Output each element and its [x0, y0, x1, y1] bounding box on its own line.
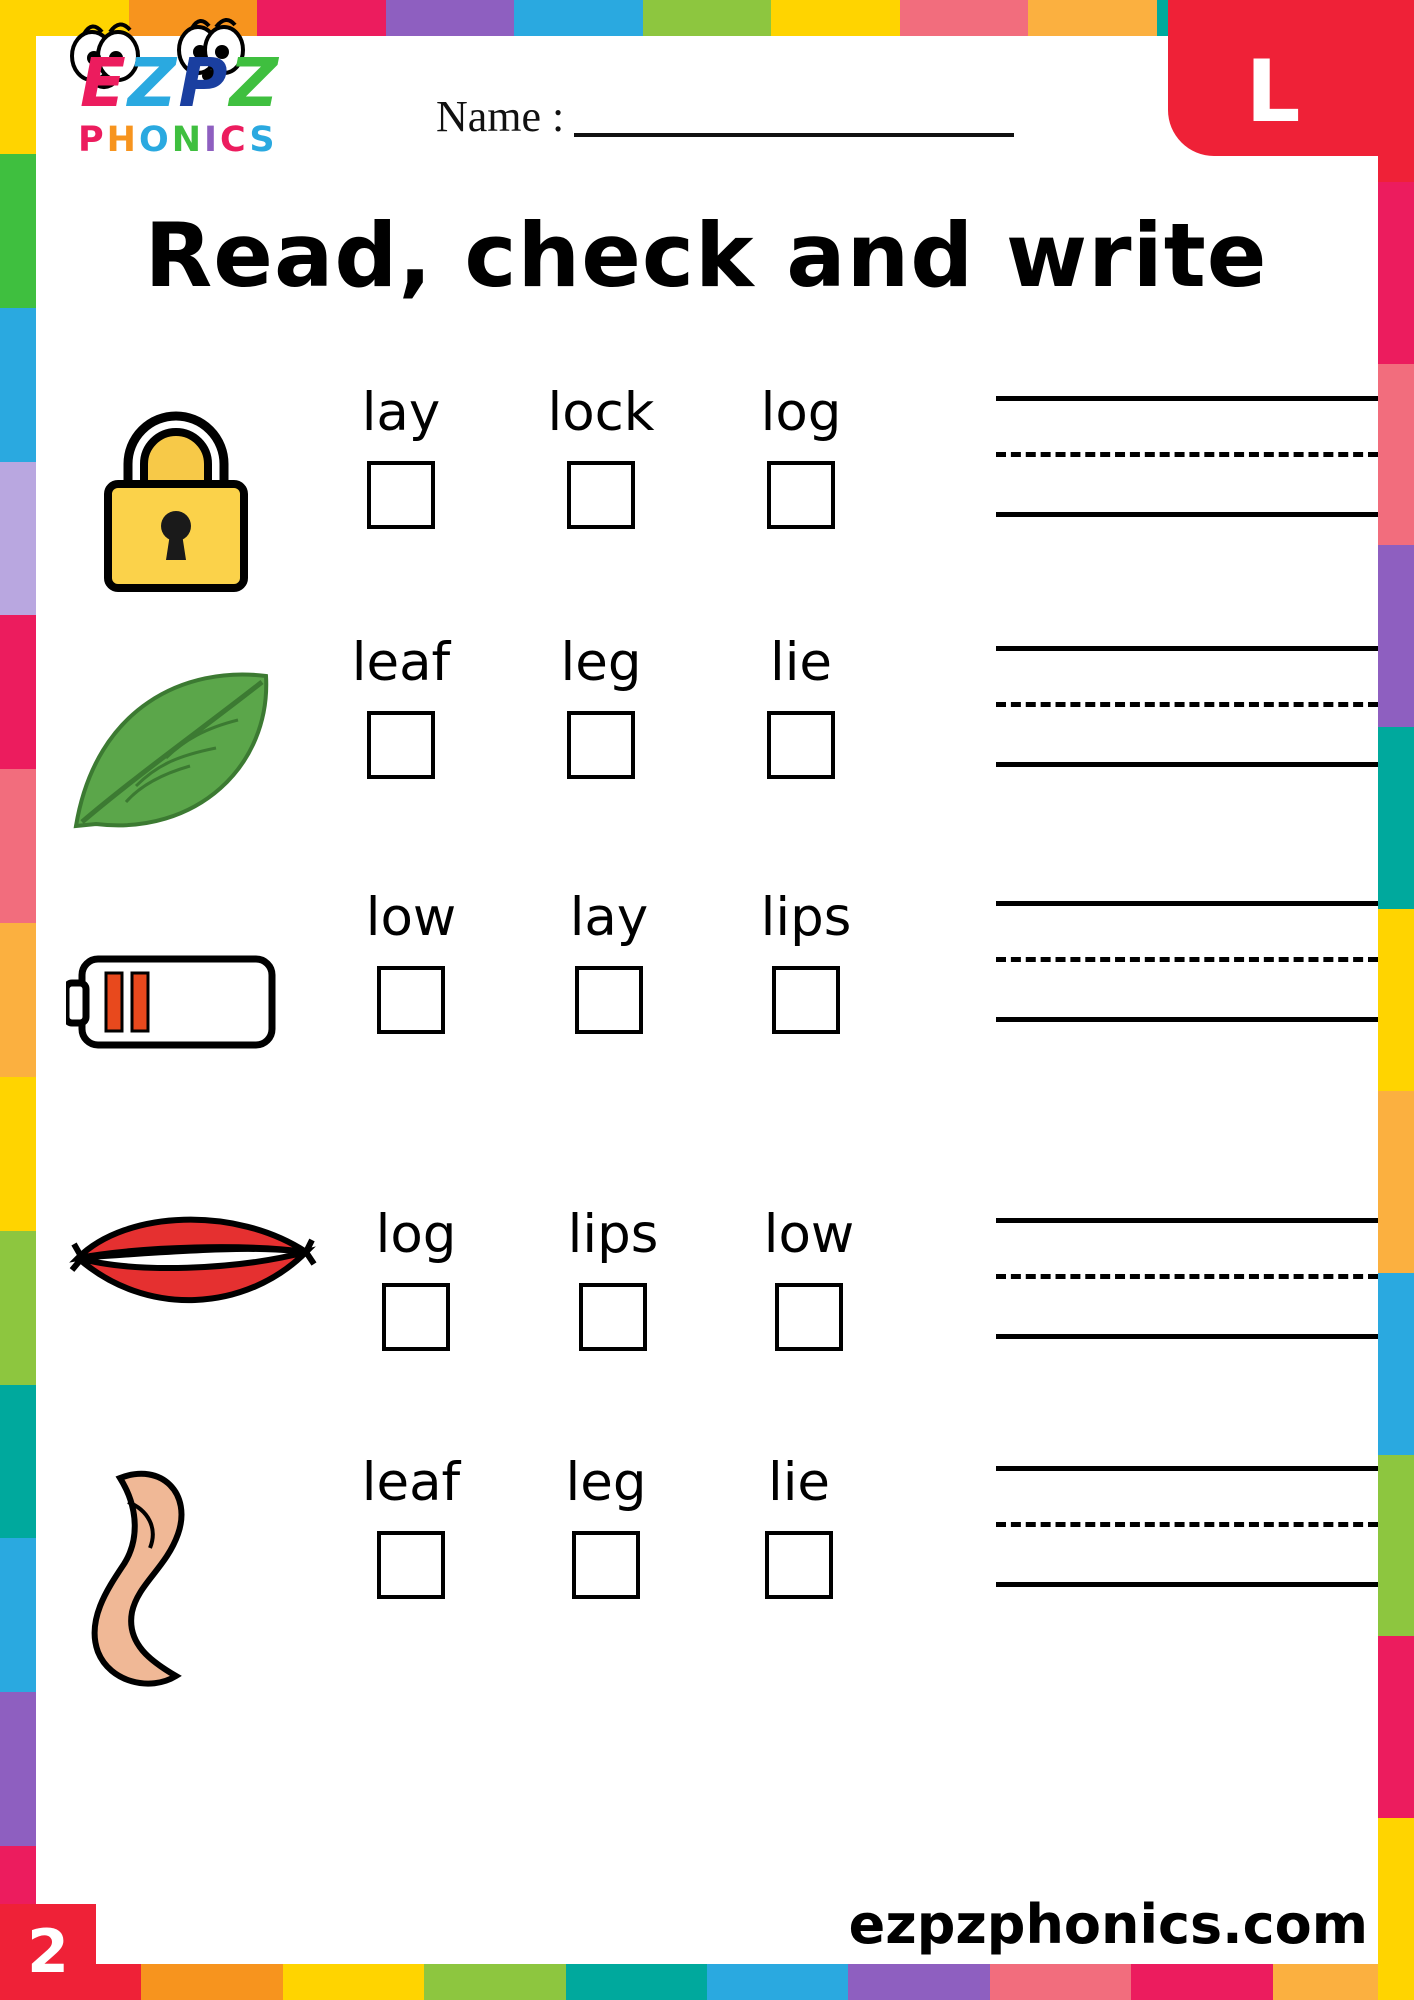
choice-4-3[interactable]: [719, 1204, 899, 1351]
choice-word: low: [763, 1204, 855, 1265]
choice-group-5: [311, 1452, 911, 1686]
choice-checkbox[interactable]: [377, 1531, 445, 1599]
choice-word: lie: [769, 632, 833, 693]
choice-checkbox[interactable]: [367, 461, 435, 529]
border-decoration-bottom: [0, 1964, 1414, 2000]
choice-checkbox[interactable]: [377, 966, 445, 1034]
letter-badge: L: [1168, 0, 1378, 156]
choice-word: lock: [547, 382, 655, 443]
choice-checkbox[interactable]: [567, 461, 635, 529]
choice-4-1[interactable]: [326, 1204, 506, 1351]
name-input-blank[interactable]: [574, 93, 1014, 137]
name-label: Name :: [436, 92, 565, 141]
choice-checkbox[interactable]: [575, 966, 643, 1034]
choice-word: leg: [565, 1452, 647, 1513]
choice-word: lie: [767, 1452, 831, 1513]
choice-5-1[interactable]: [321, 1452, 501, 1599]
writing-line-bottom: [996, 1334, 1378, 1339]
choice-word: lips: [760, 887, 852, 948]
exercise-row-2: [56, 632, 1376, 884]
writing-line-middle-dashed: [996, 452, 1378, 457]
choice-5-2[interactable]: [516, 1452, 696, 1599]
choice-checkbox[interactable]: [775, 1283, 843, 1351]
choice-checkbox[interactable]: [772, 966, 840, 1034]
choice-checkbox[interactable]: [382, 1283, 450, 1351]
writing-lines-1[interactable]: [996, 396, 1378, 526]
page-title: Read, check and write: [144, 204, 1268, 307]
exercise-row-1: [56, 382, 1376, 634]
writing-line-bottom: [996, 512, 1378, 517]
choice-3-1[interactable]: [321, 887, 501, 1034]
writing-line-middle-dashed: [996, 1274, 1378, 1279]
page-number-badge: 2: [0, 1904, 96, 2000]
choice-word: lay: [361, 382, 441, 443]
choice-group-3: [311, 887, 911, 1121]
choice-2-2[interactable]: [511, 632, 691, 779]
logo-ezpz-text: [80, 44, 280, 122]
border-decoration-right: [1378, 0, 1414, 2000]
choice-5-3[interactable]: [709, 1452, 889, 1599]
writing-line-middle-dashed: [996, 702, 1378, 707]
lips-icon: [66, 1148, 286, 1378]
writing-line-middle-dashed: [996, 957, 1378, 962]
padlock-icon: [66, 386, 286, 616]
choice-1-2[interactable]: [511, 382, 691, 529]
choice-word: low: [365, 887, 457, 948]
choice-3-3[interactable]: [716, 887, 896, 1034]
writing-line-bottom: [996, 1582, 1378, 1587]
website-url: ezpzphonics.com: [848, 1893, 1368, 1956]
choice-word: lay: [569, 887, 649, 948]
border-decoration-left: [0, 0, 36, 2000]
choice-word: lips: [567, 1204, 659, 1265]
choice-word: log: [760, 382, 842, 443]
writing-line-top: [996, 1466, 1378, 1471]
ezpz-phonics-logo: [50, 8, 310, 208]
choice-checkbox[interactable]: [767, 461, 835, 529]
writing-line-bottom: [996, 1017, 1378, 1022]
choice-word: leg: [560, 632, 642, 693]
choice-checkbox[interactable]: [572, 1531, 640, 1599]
choice-checkbox[interactable]: [765, 1531, 833, 1599]
choice-checkbox[interactable]: [367, 711, 435, 779]
choice-word: leaf: [361, 1452, 461, 1513]
choice-group-1: [311, 382, 911, 616]
logo-phonics-text: PHONICS: [78, 120, 278, 160]
writing-line-bottom: [996, 762, 1378, 767]
choice-checkbox[interactable]: [767, 711, 835, 779]
writing-line-top: [996, 646, 1378, 651]
choice-2-3[interactable]: [711, 632, 891, 779]
worksheet-page: [27, 36, 1378, 1987]
exercise-row-3: [56, 887, 1376, 1139]
logo-letter-p: P: [178, 44, 230, 122]
choice-1-3[interactable]: [711, 382, 891, 529]
choice-group-4: [311, 1204, 911, 1438]
choice-1-1[interactable]: [311, 382, 491, 529]
logo-letter-z2: Z: [229, 44, 281, 122]
writing-line-top: [996, 1218, 1378, 1223]
writing-lines-2[interactable]: [996, 646, 1378, 776]
writing-line-middle-dashed: [996, 1522, 1378, 1527]
choice-checkbox[interactable]: [579, 1283, 647, 1351]
logo-letter-e: E: [80, 44, 128, 122]
leg-icon: [66, 1456, 286, 1686]
writing-line-top: [996, 901, 1378, 906]
exercise-row-5: [56, 1452, 1376, 1704]
choice-word: leaf: [351, 632, 451, 693]
exercise-row-4: [56, 1204, 1376, 1456]
choice-3-2[interactable]: [519, 887, 699, 1034]
writing-lines-5[interactable]: [996, 1466, 1378, 1596]
choice-4-2[interactable]: [523, 1204, 703, 1351]
writing-line-top: [996, 396, 1378, 401]
low-battery-icon: [66, 891, 286, 1121]
choice-2-1[interactable]: [311, 632, 491, 779]
writing-lines-4[interactable]: [996, 1218, 1378, 1348]
choice-group-2: [311, 632, 911, 866]
leaf-icon: [66, 636, 286, 866]
name-field-row: [436, 91, 1014, 142]
writing-lines-3[interactable]: [996, 901, 1378, 1031]
logo-letter-z1: Z: [127, 44, 179, 122]
choice-checkbox[interactable]: [567, 711, 635, 779]
choice-word: log: [375, 1204, 457, 1265]
